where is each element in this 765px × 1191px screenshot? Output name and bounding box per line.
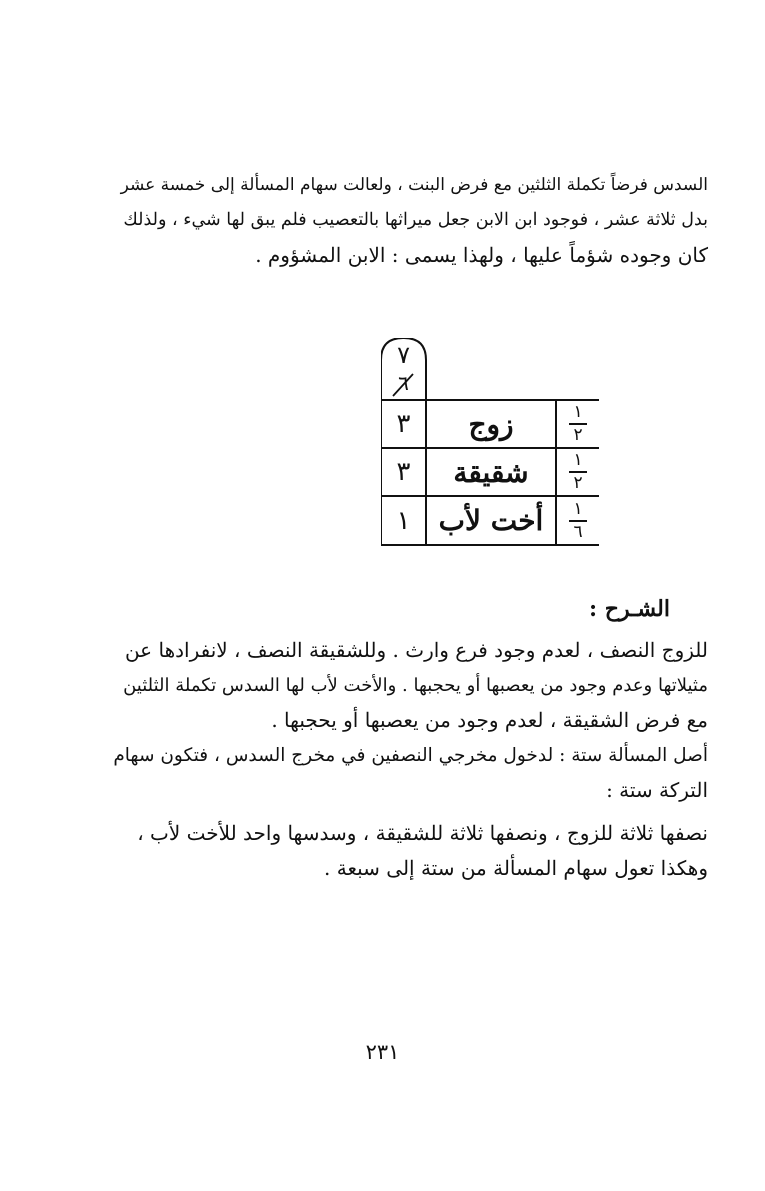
text-line: وهكذا تعول سهام المسألة من ستة إلى سبعة . — [324, 856, 708, 880]
intro-paragraph — [108, 168, 708, 273]
fraction-cell — [556, 448, 600, 496]
shares-cell: ٣ — [396, 457, 411, 487]
original-total-struck: ٦ — [398, 371, 409, 395]
page-number: ٢٣١ — [365, 1040, 400, 1064]
fraction — [569, 452, 587, 492]
sharh-heading: الشـرح : — [588, 596, 670, 622]
text-line: مع فرض الشقيقة ، لعدم وجود من يعصبها أو يحجبها . — [271, 708, 708, 732]
text-line: السدس فرضاً تكملة الثلثين مع فرض البنت ، ولعالت سهام المسألة إلى خمسة عشر — [120, 175, 708, 195]
fraction-cell — [556, 400, 600, 448]
heir-cell: زوج — [468, 407, 514, 441]
text-line: مثيلاتها وعدم وجود من يعصبها أو يحجبها . والأخت لأب لها السدس تكملة الثلثين — [123, 675, 708, 696]
sharh-paragraph — [108, 633, 708, 886]
text-line: كان وجوده شؤماً عليها ، ولهذا يسمى : الابن المشؤوم . — [255, 243, 708, 267]
fraction-cell — [556, 496, 600, 545]
fraction-denominator: ٢ — [573, 473, 583, 493]
text-line: نصفها ثلاثة للزوج ، ونصفها ثلاثة للشقيقة ، وسدسها واحد للأخت لأب ، — [137, 821, 708, 845]
shares-cell: ٣ — [396, 409, 411, 439]
fraction-denominator: ٢ — [573, 425, 583, 445]
fraction-denominator: ٦ — [573, 521, 583, 542]
fraction-numerator: ١ — [573, 450, 583, 470]
heir-cell: أخت لأب — [438, 504, 544, 537]
heir-cell: شقيقة — [453, 455, 529, 489]
fraction — [569, 498, 587, 542]
text-line: التركة ستة : — [606, 778, 708, 802]
fraction — [569, 404, 587, 444]
text-line: للزوج النصف ، لعدم وجود فرع وارث . وللشقيقة النصف ، لانفرادها عن — [124, 638, 708, 662]
fraction-numerator: ١ — [573, 498, 583, 519]
text-line: بدل ثلاثة عشر ، فوجود ابن الابن جعل ميراثها بالتعصيب فلم يبق لها شيء ، ولذلك — [123, 210, 708, 230]
text-line: أصل المسألة ستة : لدخول مخرجي النصفين في مخرج السدس ، فتكون سهام — [113, 745, 708, 766]
fraction-numerator: ١ — [573, 402, 583, 422]
awl-total: ٧ — [397, 341, 410, 369]
shares-cell: ١ — [396, 505, 411, 536]
inheritance-table — [381, 338, 600, 546]
